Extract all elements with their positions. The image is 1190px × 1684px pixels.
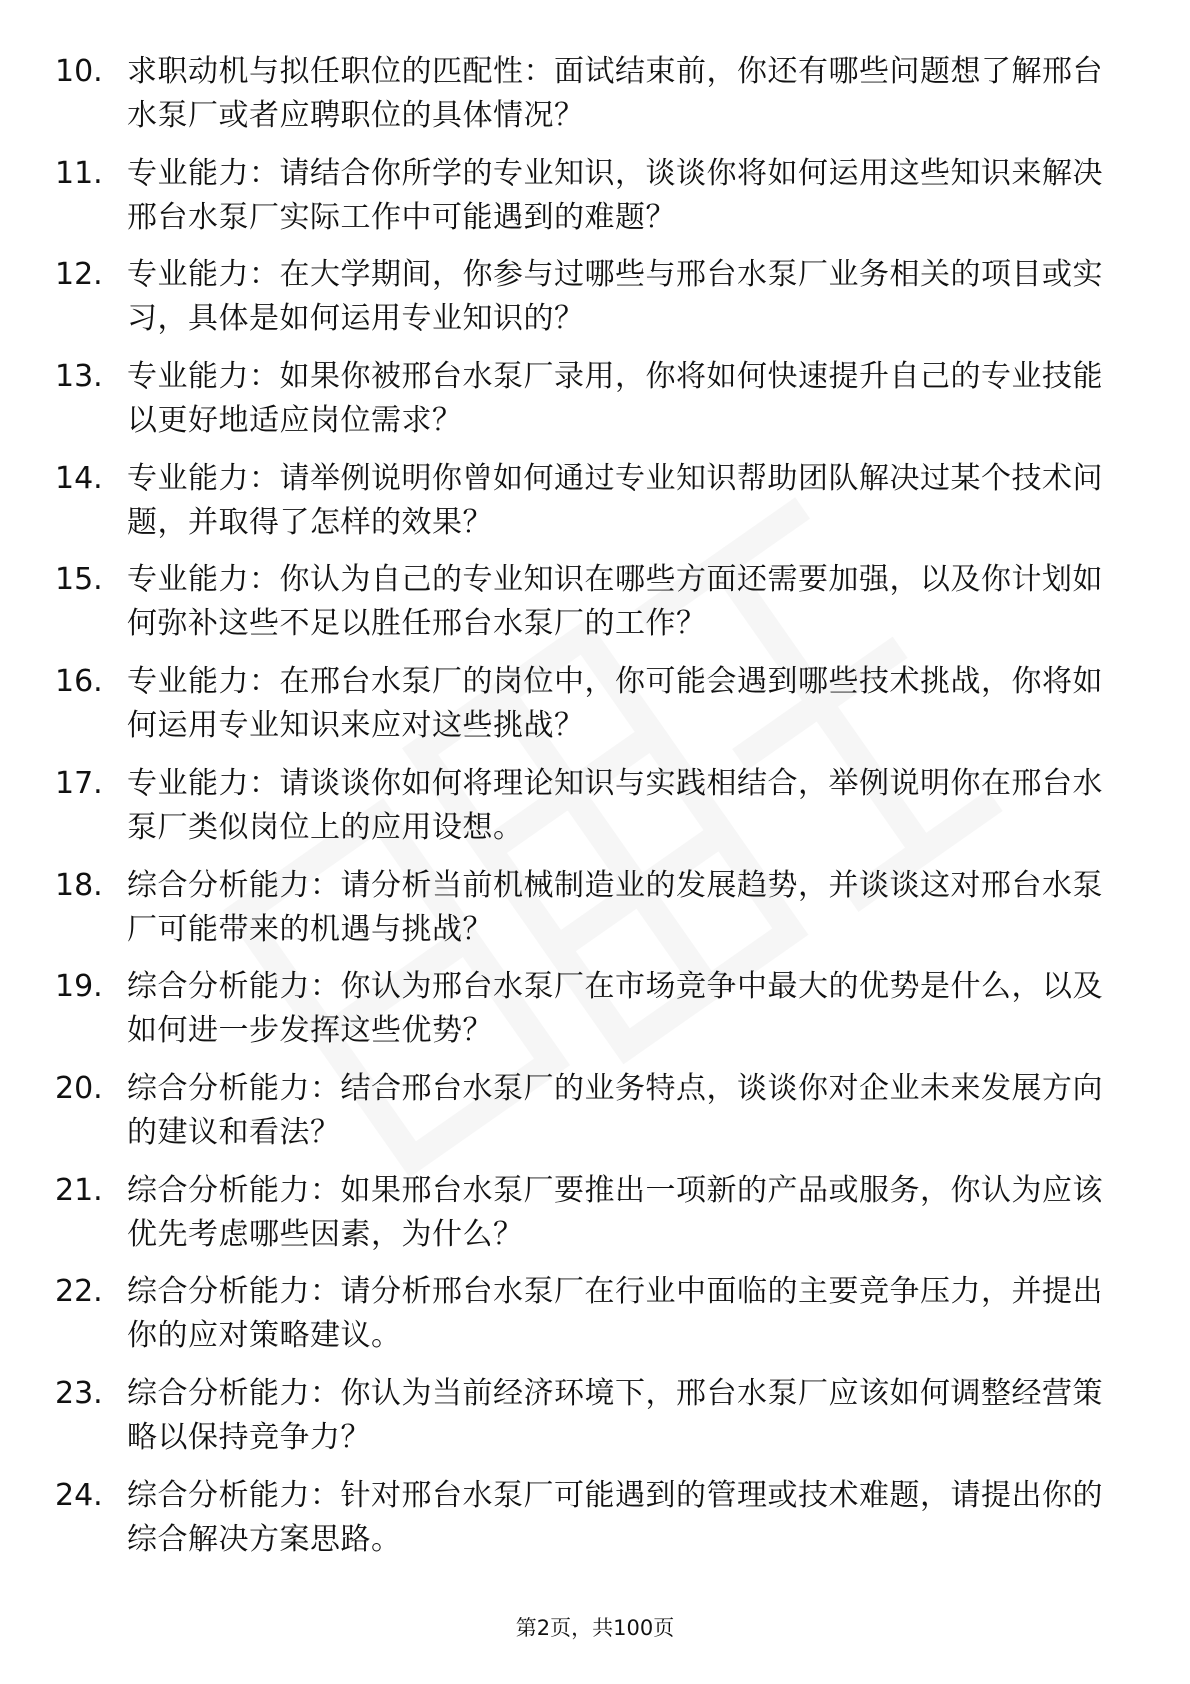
question-text: 综合分析能力：你认为邢台水泵厂在市场竞争中最大的优势是什么，以及如何进一步发挥这些优势？ bbox=[127, 969, 1103, 1049]
page-footer bbox=[0, 1613, 1190, 1643]
question-text: 综合分析能力：你认为当前经济环境下，邢台水泵厂应该如何调整经营策略以保持竞争力？ bbox=[127, 1375, 1103, 1455]
question-number: 20. bbox=[55, 1070, 103, 1106]
question-text: 专业能力：在大学期间，你参与过哪些与邢台水泵厂业务相关的项目或实习，具体是如何运用专业知识的？ bbox=[127, 257, 1103, 337]
question-text: 综合分析能力：针对邢台水泵厂可能遇到的管理或技术难题，请提出你的综合解决方案思路。 bbox=[127, 1477, 1103, 1557]
list-item bbox=[55, 660, 1115, 762]
question-number: 14. bbox=[55, 460, 103, 496]
list-item bbox=[55, 1067, 1115, 1169]
question-text: 综合分析能力：结合邢台水泵厂的业务特点，谈谈你对企业未来发展方向的建议和看法？ bbox=[127, 1070, 1103, 1150]
list-item bbox=[55, 355, 1115, 457]
question-number: 15. bbox=[55, 562, 103, 598]
question-number: 16. bbox=[55, 664, 103, 700]
question-text: 综合分析能力：请分析当前机械制造业的发展趋势，并谈谈这对邢台水泵厂可能带来的机遇与挑战？ bbox=[127, 867, 1103, 947]
question-text: 专业能力：如果你被邢台水泵厂录用，你将如何快速提升自己的专业技能以更好地适应岗位需求？ bbox=[127, 359, 1103, 439]
page-number-label: 第2页，共100页 bbox=[515, 1616, 675, 1640]
question-text: 综合分析能力：请分析邢台水泵厂在行业中面临的主要竞争压力，并提出你的应对策略建议。 bbox=[127, 1274, 1103, 1354]
list-item bbox=[55, 1372, 1115, 1474]
question-text: 专业能力：你认为自己的专业知识在哪些方面还需要加强，以及你计划如何弥补这些不足以胜任邢台水泵厂的工作？ bbox=[127, 562, 1103, 642]
question-number: 21. bbox=[55, 1172, 103, 1208]
question-number: 17. bbox=[55, 765, 103, 801]
question-text: 专业能力：请举例说明你曾如何通过专业知识帮助团队解决过某个技术问题，并取得了怎样的效果？ bbox=[127, 460, 1103, 540]
question-number: 10. bbox=[55, 54, 103, 89]
question-number: 22. bbox=[55, 1274, 103, 1310]
list-item bbox=[55, 864, 1115, 966]
question-list bbox=[55, 50, 1115, 1575]
list-item bbox=[55, 253, 1115, 355]
list-item bbox=[55, 457, 1115, 559]
question-text: 专业能力：请结合你所学的专业知识，谈谈你将如何运用这些知识来解决邢台水泵厂实际工作中可能遇到的难题？ bbox=[127, 155, 1103, 235]
question-text: 求职动机与拟任职位的匹配性：面试结束前，你还有哪些问题想了解邢台水泵厂或者应聘职位的具体情况？ bbox=[127, 54, 1103, 133]
question-number: 13. bbox=[55, 359, 103, 395]
list-item bbox=[55, 1169, 1115, 1271]
question-number: 24. bbox=[55, 1477, 103, 1513]
question-number: 18. bbox=[55, 867, 103, 903]
list-item bbox=[55, 1474, 1115, 1576]
question-text: 专业能力：请谈谈你如何将理论知识与实践相结合，举例说明你在邢台水泵厂类似岗位上的应用设想。 bbox=[127, 765, 1103, 845]
list-item bbox=[55, 558, 1115, 660]
list-item bbox=[55, 965, 1115, 1067]
list-item bbox=[55, 152, 1115, 254]
question-text: 综合分析能力：如果邢台水泵厂要推出一项新的产品或服务，你认为应该优先考虑哪些因素，为什么？ bbox=[127, 1172, 1103, 1252]
question-number: 11. bbox=[55, 155, 103, 191]
question-number: 12. bbox=[55, 257, 103, 293]
list-item bbox=[55, 1270, 1115, 1372]
question-number: 19. bbox=[55, 969, 103, 1005]
question-number: 23. bbox=[55, 1375, 103, 1411]
list-item bbox=[55, 762, 1115, 864]
list-item bbox=[55, 50, 1115, 152]
question-text: 专业能力：在邢台水泵厂的岗位中，你可能会遇到哪些技术挑战，你将如何运用专业知识来应对这些挑战？ bbox=[127, 664, 1103, 744]
